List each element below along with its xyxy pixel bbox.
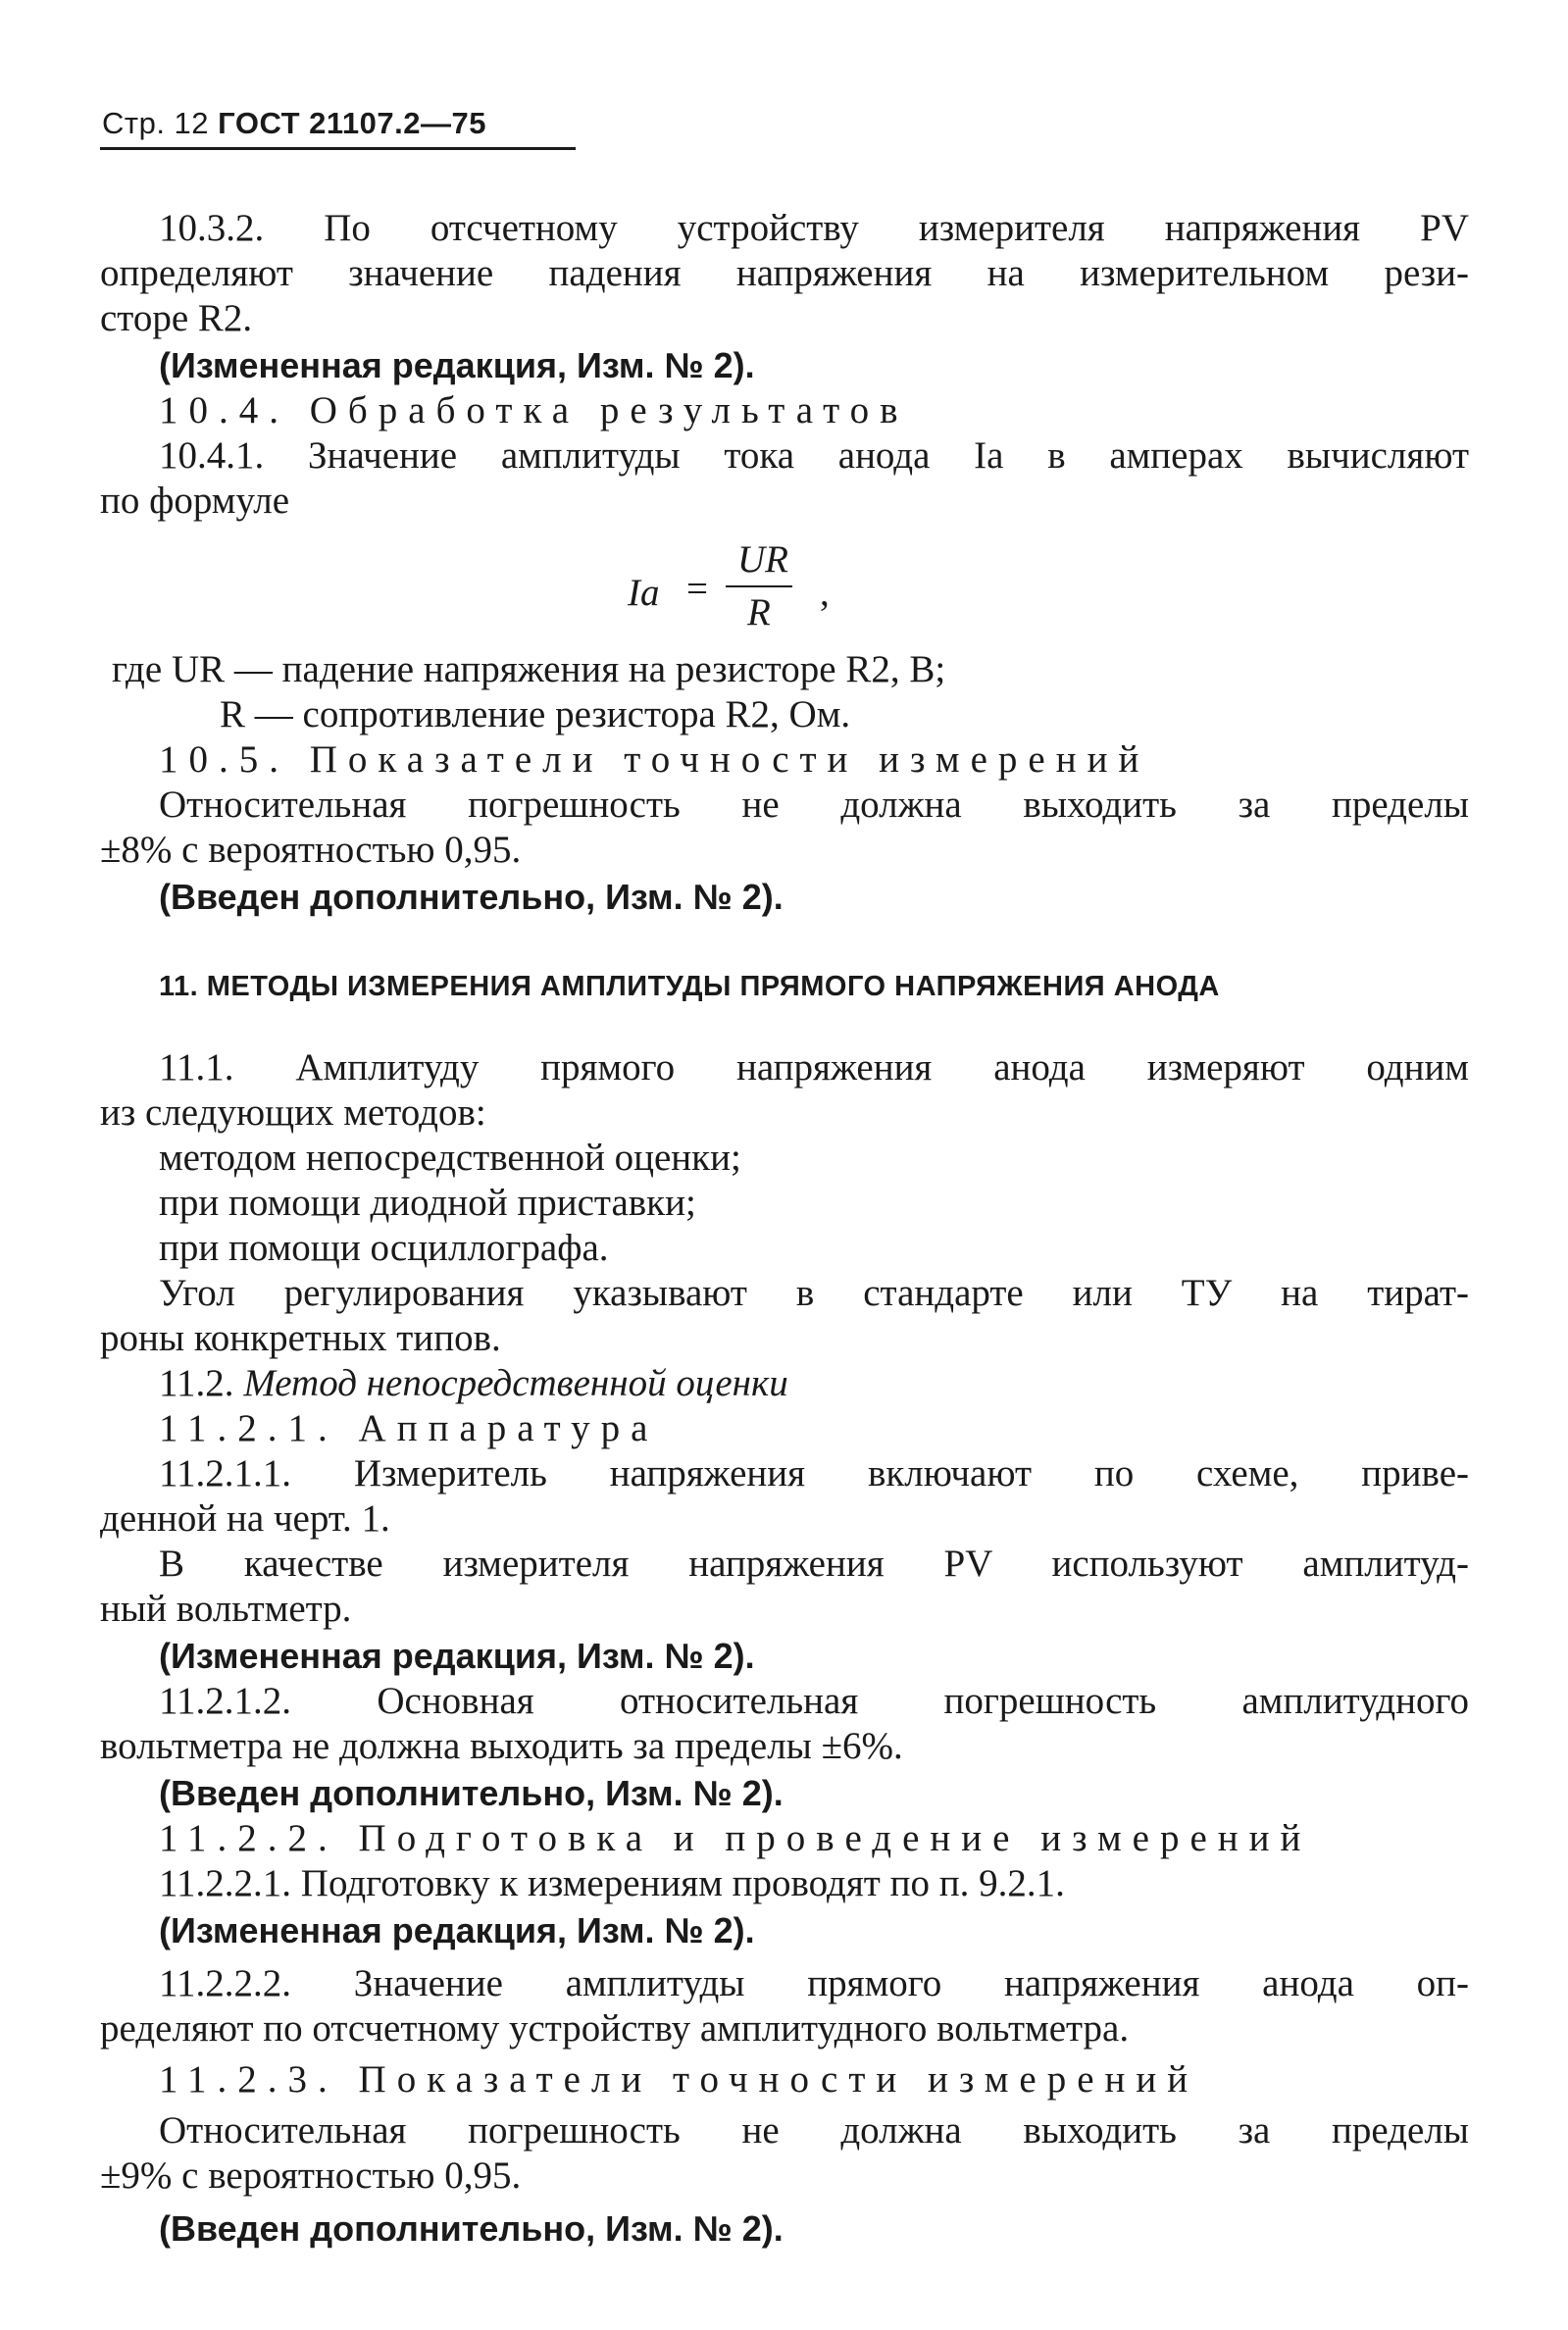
formula-lhs: Ia	[628, 572, 660, 614]
method-item-2: при помощи диодной приставки;	[159, 1182, 696, 1224]
paragraph-10-3-2-line3: сторе R2.	[100, 297, 253, 339]
method-item-3: при помощи осциллографа.	[159, 1227, 609, 1269]
standard-number: ГОСТ 21107.2—75	[218, 106, 486, 140]
paragraph-10-3-2-line1: 10.3.2. По отсчетному устройству измерителя напряжения PV	[159, 207, 1469, 249]
page-number: Стр. 12	[102, 106, 210, 140]
paragraph-11-2-2-2-line1: 11.2.2.2. Значение амплитуды прямого напряжения анода оп-	[159, 1962, 1469, 2004]
introduced-note: (Введен дополнительно, Изм. № 2).	[159, 877, 784, 917]
paragraph-11-2-1-1-line1: 11.2.1.1. Измеритель напряжения включают по схеме, приве-	[159, 1452, 1469, 1494]
paragraph-11-1-line2: из следующих методов:	[100, 1091, 486, 1134]
paragraph-11-2-1-2-line2: вольтметра не должна выходить за пределы ±6%.	[100, 1725, 903, 1767]
section-heading-11: 11. МЕТОДЫ ИЗМЕРЕНИЯ АМПЛИТУДЫ ПРЯМОГО НАПРЯЖЕНИЯ АНОДА	[159, 971, 1220, 1002]
section-heading-10-4: 10.4. Обработка результатов	[159, 389, 909, 431]
paragraph-11-2-1-1-line2: денной на черт. 1.	[100, 1497, 390, 1540]
pv-line-1: В качестве измерителя напряжения PV используют амплитуд-	[159, 1543, 1469, 1585]
accuracy-line-1: Относительная погрешность не должна выходить за пределы	[159, 2109, 1469, 2152]
amendment-note: (Измененная редакция, Изм. № 2).	[159, 1910, 755, 1950]
formula-numerator: UR	[737, 538, 788, 581]
introduced-note: (Введен дополнительно, Изм. № 2).	[159, 1773, 784, 1813]
paragraph-11-1-line1: 11.1. Амплитуду прямого напряжения анода измеряют одним	[159, 1046, 1469, 1089]
formula-anode-current	[628, 537, 883, 635]
paragraph-11-2-1-2-line1: 11.2.1.2. Основная относительная погрешность амплитудного	[159, 1680, 1469, 1722]
introduced-note: (Введен дополнительно, Изм. № 2).	[159, 2208, 784, 2249]
accuracy-line-1: Относительная погрешность не должна выходить за пределы	[159, 784, 1469, 826]
pv-line-2: ный вольтметр.	[100, 1588, 352, 1630]
section-heading-11-2-1: 11.2.1. Аппаратура	[159, 1407, 659, 1449]
section-heading-11-2-2: 11.2.2. Подготовка и проведение измерений	[159, 1817, 1312, 1859]
paragraph-10-3-2-line2: определяют значение падения напряжения на измерительном рези-	[100, 252, 1469, 294]
formula-equals: =	[686, 568, 708, 610]
angle-line-2: роны конкретных типов.	[100, 1317, 501, 1359]
accuracy-line-2: ±8% с вероятностью 0,95.	[100, 829, 522, 871]
formula-denominator: R	[747, 591, 771, 633]
method-item-1: методом непосредственной оценки;	[159, 1137, 741, 1179]
amendment-note: (Измененная редакция, Изм. № 2).	[159, 1636, 755, 1676]
paragraph-11-2-number: 11.2.	[159, 1362, 234, 1404]
where-line-1: где UR — падение напряжения на резисторе R2, В;	[112, 648, 946, 690]
header-rule	[100, 147, 576, 150]
angle-line-1: Угол регулирования указывают в стандарте или ТУ на тират-	[159, 1272, 1469, 1314]
paragraph-10-4-1-line1: 10.4.1. Значение амплитуды тока анода Ia в амперах вычисляют	[159, 434, 1469, 477]
where-line-2: R — сопротивление резистора R2, Ом.	[220, 693, 851, 735]
paragraph-11-2-title: Метод непосредственной оценки	[243, 1362, 788, 1404]
section-heading-10-5: 10.5. Показатели точности измерений	[159, 738, 1150, 781]
formula-comma: ,	[820, 572, 830, 614]
page-header	[102, 106, 486, 141]
paragraph-10-4-1-line2: по формуле	[100, 480, 290, 522]
section-heading-11-2-3: 11.2.3. Показатели точности измерений	[159, 2058, 1199, 2101]
paragraph-11-2	[159, 1361, 788, 1406]
paragraph-11-2-2-1: 11.2.2.1. Подготовку к измерениям проводят по п. 9.2.1.	[159, 1862, 1065, 1904]
paragraph-11-2-2-2-line2: ределяют по отсчетному устройству амплитудного вольтметра.	[100, 2007, 1130, 2050]
accuracy-line-2: ±9% с вероятностью 0,95.	[100, 2154, 522, 2197]
amendment-note: (Измененная редакция, Изм. № 2).	[159, 345, 755, 385]
fraction-bar	[726, 585, 792, 587]
